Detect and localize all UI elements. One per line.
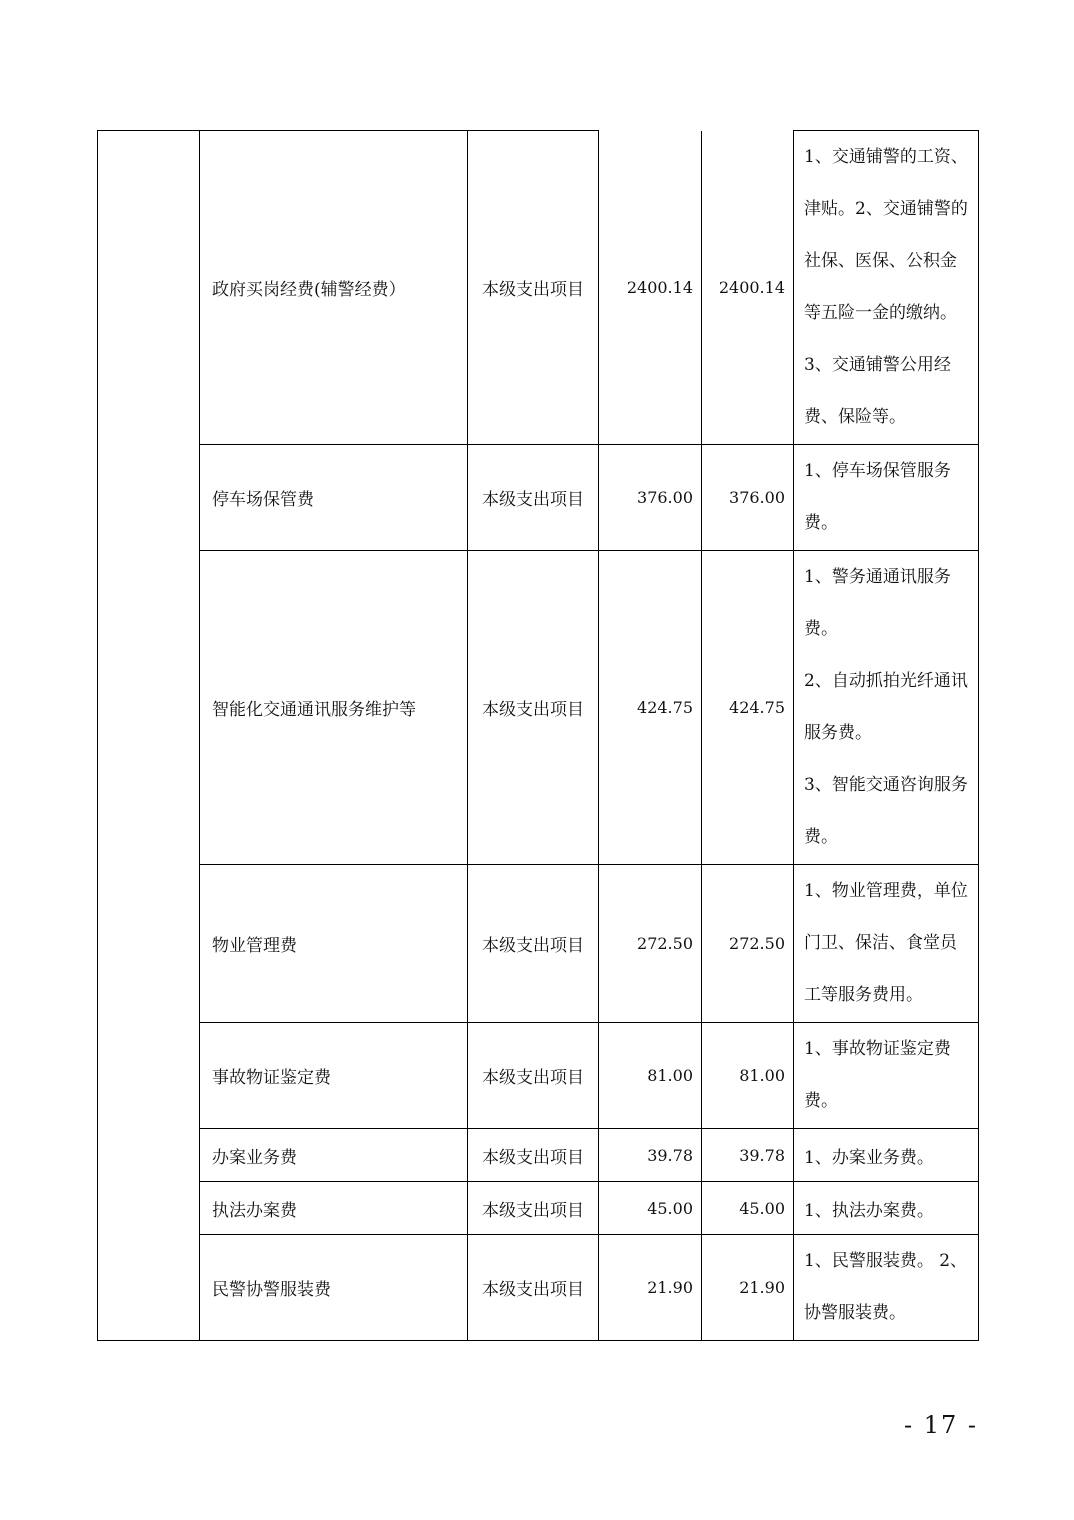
description-line: 等五险一金的缴纳。 [804,303,957,323]
description-line: 费。 [804,827,838,847]
project-name: 办案业务费 [200,1129,468,1182]
description-line: 1、停车场保管服务 [804,461,951,481]
amount-cell: 2400.14 [599,131,702,445]
description-cell [794,1023,979,1129]
project-type: 本级支出项目 [468,1129,599,1182]
description-line: 工等服务费用。 [804,985,923,1005]
amount-cell: 376.00 [702,445,794,551]
amount-cell: 424.75 [599,551,702,865]
description-line: 3、智能交通咨询服务 [804,775,968,795]
description-cell [794,1129,979,1182]
description-line: 1、物业管理费，单位 [804,881,968,901]
project-type: 本级支出项目 [468,131,599,445]
project-type: 本级支出项目 [468,551,599,865]
project-name: 物业管理费 [200,865,468,1023]
description-line: 1、民警服装费。 2、 [804,1251,968,1271]
amount-cell: 45.00 [599,1182,702,1235]
project-name: 智能化交通通讯服务维护等 [200,551,468,865]
description-line: 1、办案业务费。 [804,1147,934,1168]
description-cell [794,131,979,445]
amount-cell: 272.50 [702,865,794,1023]
project-type: 本级支出项目 [468,865,599,1023]
table-row [98,1235,979,1341]
description-line: 费。 [804,1091,838,1111]
description-line: 社保、医保、公积金 [804,251,957,271]
project-type: 本级支出项目 [468,1023,599,1129]
description-line: 费。 [804,513,838,533]
description-line: 1、交通铺警的工资、 [804,147,968,167]
table-row [98,551,979,865]
project-name: 事故物证鉴定费 [200,1023,468,1129]
description-cell [794,1182,979,1235]
amount-cell: 272.50 [599,865,702,1023]
description-line: 2、自动抓拍光纤通讯 [804,671,968,691]
description-line: 3、交通铺警公用经 [804,355,951,375]
amount-cell: 21.90 [702,1235,794,1341]
project-name: 民警协警服装费 [200,1235,468,1341]
category-cell [98,131,200,1341]
page-number: - 17 - [903,1411,978,1439]
description-line: 1、警务通通讯服务 [804,567,951,587]
table-row [98,445,979,551]
table-row [98,1129,979,1182]
description-cell [794,1235,979,1341]
amount-cell: 39.78 [702,1129,794,1182]
description-line: 1、事故物证鉴定费 [804,1039,951,1059]
amount-cell: 21.90 [599,1235,702,1341]
table-row [98,865,979,1023]
project-type: 本级支出项目 [468,1182,599,1235]
project-name: 执法办案费 [200,1182,468,1235]
amount-cell: 81.00 [599,1023,702,1129]
budget-table [97,130,979,1341]
table-row [98,131,979,445]
amount-cell: 81.00 [702,1023,794,1129]
description-line: 1、执法办案费。 [804,1200,934,1221]
amount-cell: 2400.14 [702,131,794,445]
description-line: 津贴。2、交通铺警的 [804,199,968,219]
description-line: 费。 [804,619,838,639]
table-row [98,1182,979,1235]
description-cell [794,865,979,1023]
description-line: 服务费。 [804,723,872,743]
project-type: 本级支出项目 [468,1235,599,1341]
project-name: 停车场保管费 [200,445,468,551]
description-line: 门卫、保洁、食堂员 [804,933,957,953]
description-line: 费、保险等。 [804,407,906,427]
description-cell [794,551,979,865]
project-type: 本级支出项目 [468,445,599,551]
amount-cell: 376.00 [599,445,702,551]
amount-cell: 39.78 [599,1129,702,1182]
amount-cell: 424.75 [702,551,794,865]
table-row [98,1023,979,1129]
project-name: 政府买岗经费(辅警经费） [200,131,468,445]
description-line: 协警服装费。 [804,1303,906,1323]
description-cell [794,445,979,551]
amount-cell: 45.00 [702,1182,794,1235]
